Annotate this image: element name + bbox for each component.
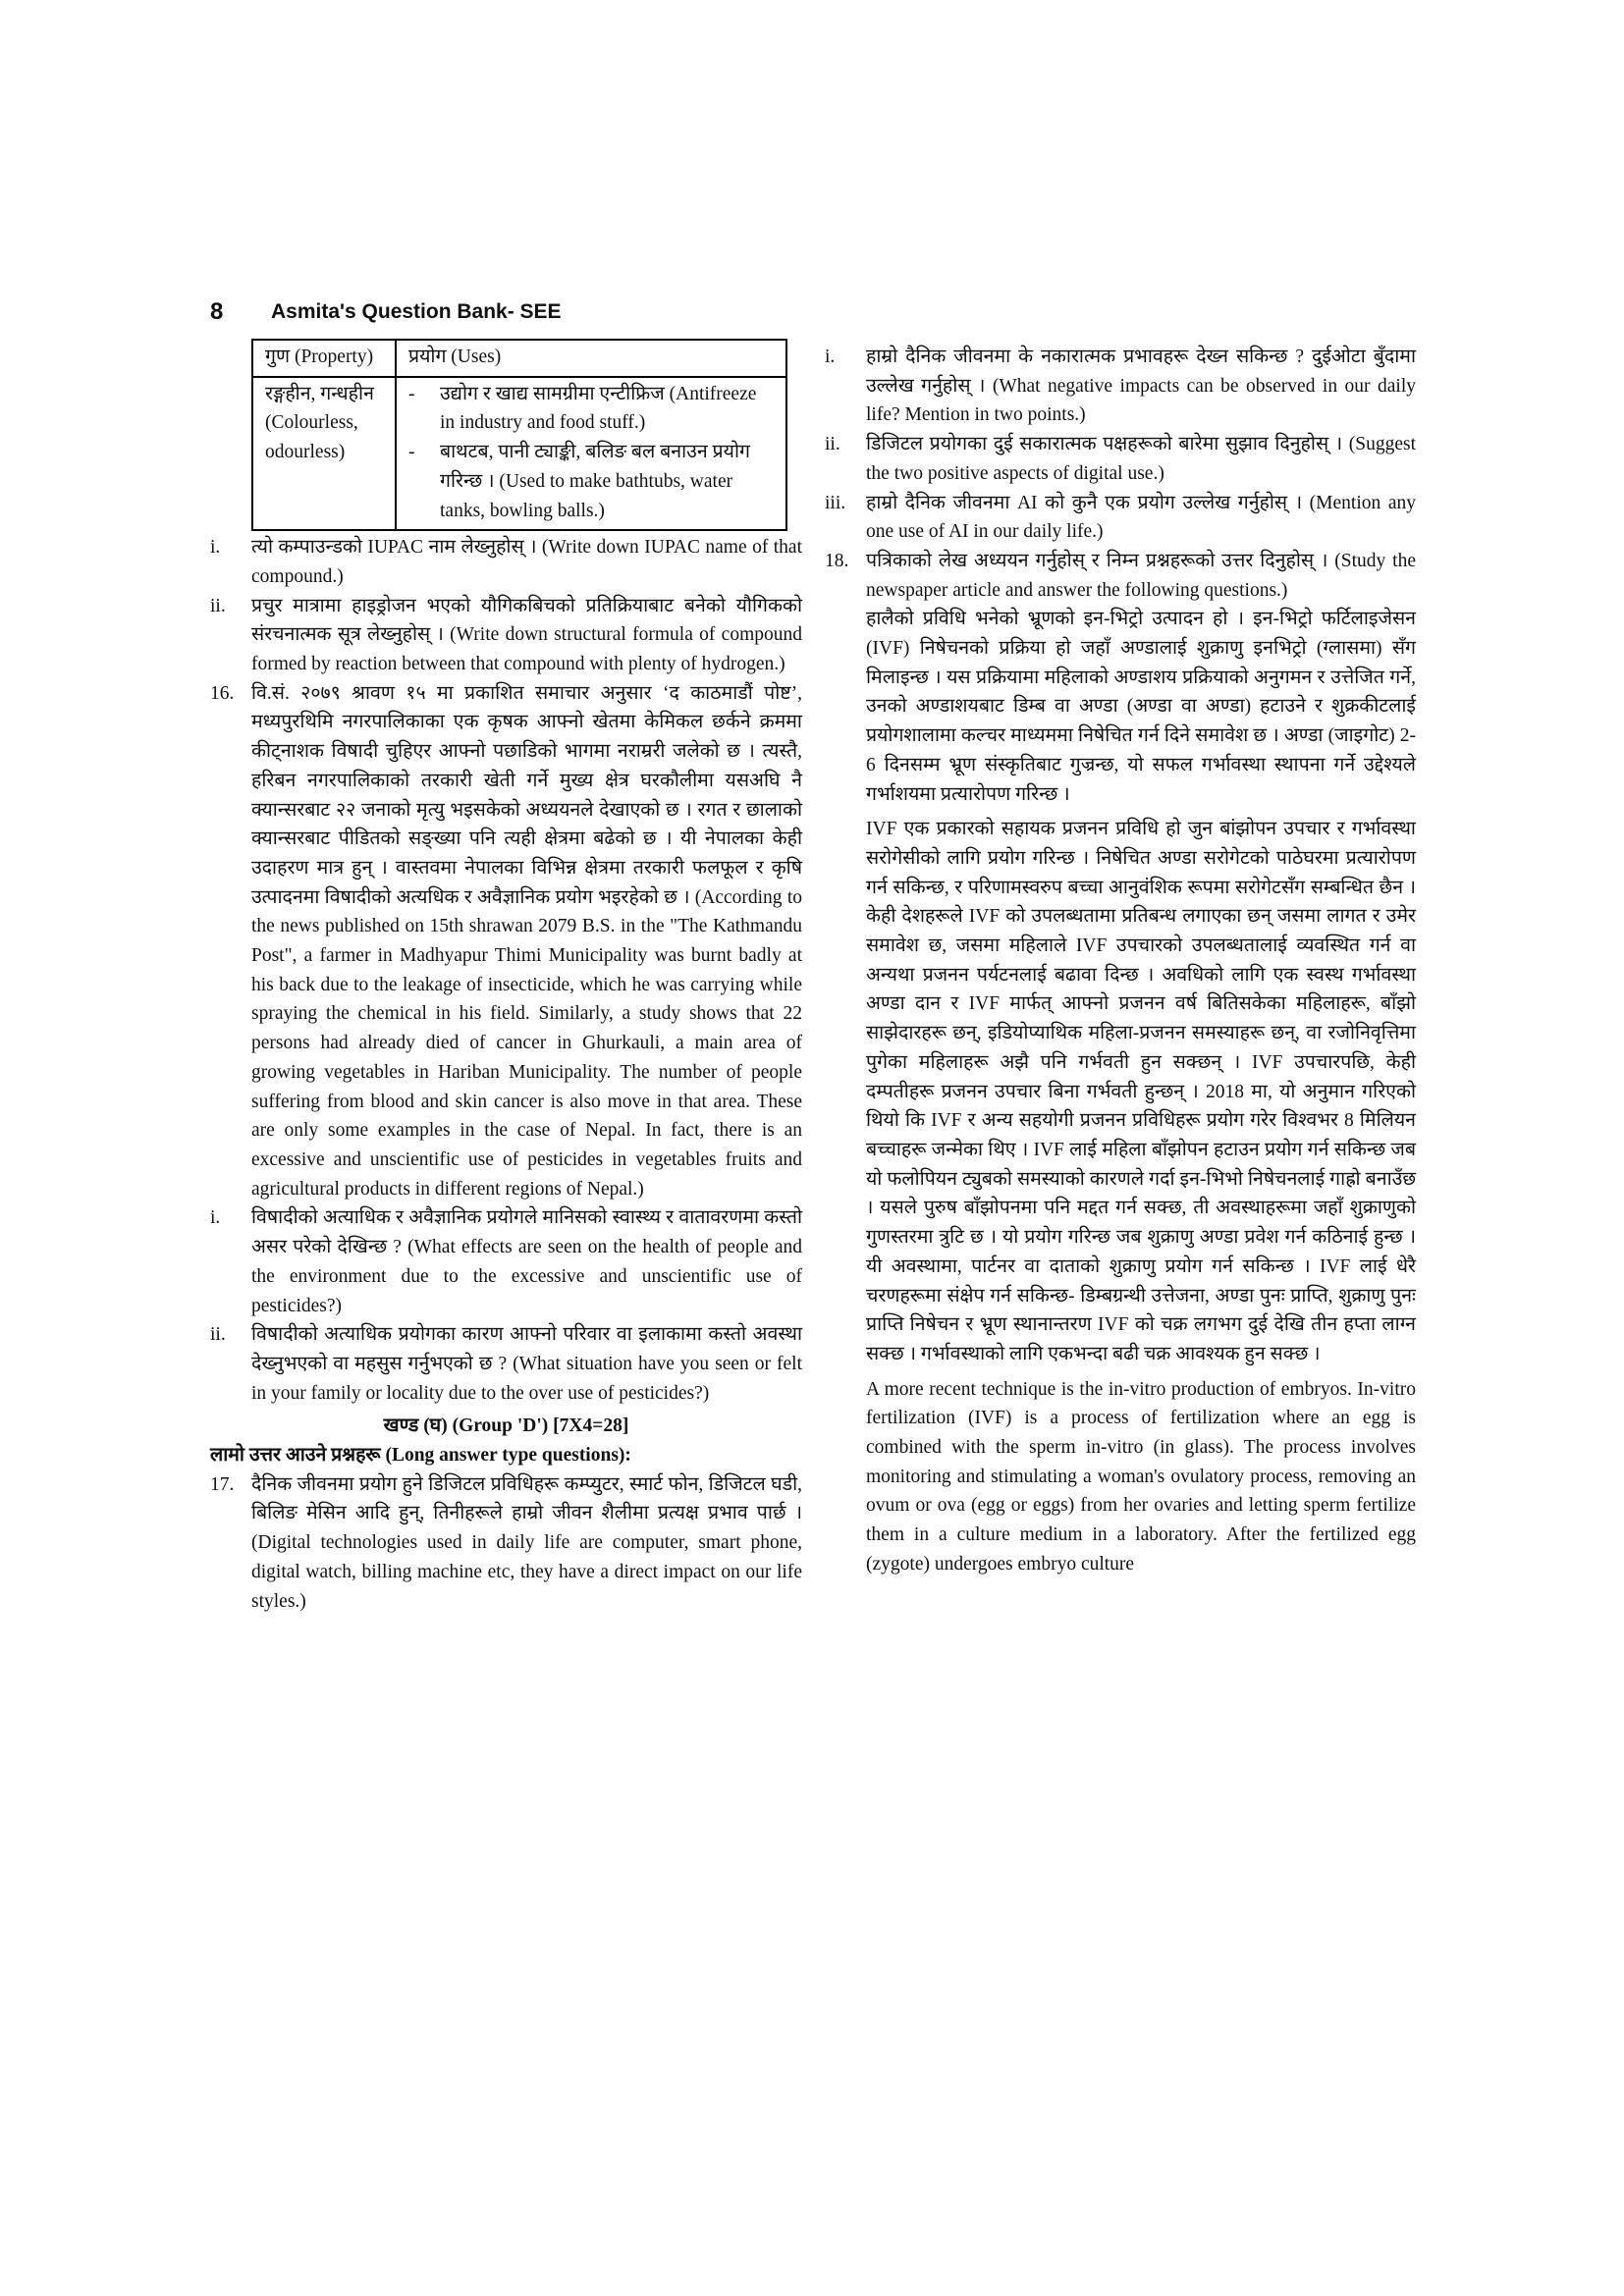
table-header-row <box>252 340 786 377</box>
use-item <box>408 438 774 525</box>
question-number: ii. <box>825 434 840 455</box>
table-row <box>252 377 786 531</box>
table-cell-property: रङ्गहीन, गन्धहीन (Colourless, odourless) <box>252 377 396 531</box>
question-18 <box>825 547 1416 605</box>
long-answer-heading: लामो उत्तर आउने प्रश्नहरू (Long answer type questions): <box>210 1445 631 1467</box>
use-item <box>408 380 774 438</box>
question-text: त्यो कम्पाउन्डको IUPAC नाम लेख्नुहोस् । (Write down IUPAC name of that compound.) <box>251 537 802 587</box>
question-text: हाम्रो दैनिक जीवनमा AI को कुनै एक प्रयोग उल्लेख गर्नुहोस् । (Mention any one use of AI in our daily life.) <box>866 492 1416 543</box>
question-text: विषादीको अत्याधिक प्रयोगका कारण आफ्नो परिवार वा इलाकामा कस्तो अवस्था देख्नुभएको वा महसुस गर्नुभएको छ ? (What situation have you seen or felt in your family or locality due to the over use of pesticides?) <box>251 1324 802 1404</box>
property-uses-table <box>251 339 787 531</box>
book-title: Asmita's Question Bank- SEE <box>271 300 562 323</box>
question-number: ii. <box>210 1324 226 1346</box>
table-header-property: गुण (Property) <box>252 340 396 377</box>
question-text: पत्रिकाको लेख अध्ययन गर्नुहोस् र निम्न प्रश्नहरूको उत्तर दिनुहोस् । (Study the newspaper article and answer the following questions.) <box>866 550 1416 601</box>
use-text: बाथटब, पानी ट्याङ्की, बलिङ बल बनाउन प्रयोग गरिन्छ । (Used to make bathtubs, water tanks, bowling balls.) <box>440 442 750 521</box>
question-text: प्रचुर मात्रामा हाइड्रोजन भएको यौगिकबिचको प्रतिक्रियाबाट बनेको यौगिकको संरचनात्मक सूत्र लेख्नुहोस् । (Write down structural formula of compound formed by reaction between that compound with plenty of hydrogen.) <box>251 595 802 675</box>
question-17-iii <box>825 489 1416 547</box>
question-number: i. <box>210 1207 221 1229</box>
question-text: हाम्रो दैनिक जीवनमा के नकारात्मक प्रभावहरू देख्न सकिन्छ ? दुईओटा बुँदामा उल्लेख गर्नुहोस् । (What negative impacts can be observed in our daily life? Mention in two points.) <box>866 347 1416 426</box>
table-cell-uses <box>396 377 786 531</box>
question-17 <box>210 1470 802 1617</box>
question-15-i <box>210 533 802 591</box>
group-d-heading: खण्ड (घ) (Group 'D') [7X4=28] <box>383 1415 629 1437</box>
question-number: 18. <box>825 550 849 571</box>
question-17-ii <box>825 430 1416 488</box>
article-paragraph: IVF एक प्रकारको सहायक प्रजनन प्रविधि हो जुन बांझोपन उपचार र गर्भावस्था सरोगेसीको लागि प्रयोग गरिन्छ । निषेचित अण्डा सरोगेटको पाठेघरमा प्रत्यारोपण गर्न सकिन्छ, र परिणामस्वरुप बच्चा आनुवंशिक रूपमा सरोगेटसँग सम्बन्धित छैन । केही देशहरूले IVF को उपलब्धतामा प्रतिबन्ध लगाएका छन् जसमा लागत र उमेर समावेश छ, जसमा महिलाले IVF उपचारको उपलब्धतालाई व्यवस्थित गर्न वा अन्यथा प्रजनन पर्यटनलाई बढावा दिन्छ । अवधिको लागि एक स्वस्थ गर्भावस्था अण्डा दान र IVF मार्फत् आफ्नो प्रजनन वर्ष बितिसकेका महिलाहरू, बाँझो साझेदारहरू छन्, इडियोप्याथिक महिला-प्रजनन समस्याहरू छन्, वा रजोनिवृत्तिमा पुगेका महिलाहरू अझै पनि गर्भवती हुन सक्छन् । IVF उपचारपछि, केही दम्पतीहरू प्रजनन उपचार बिना गर्भवती हुन्छन् । 2018 मा, यो अनुमान गरिएको थियो कि IVF र अन्य सहयोगी प्रजनन प्रविधिहरू प्रयोग गरेर विश्वभर 8 मिलियन बच्चाहरू जन्मेका थिए । IVF लाई महिला बाँझोपन हटाउन प्रयोग गर्न सकिन्छ जब यो फलोपियन ट्युबको समस्याको कारणले गर्दा इन-भिभो निषेचनलाई गाह्रो बनाउँछ । यसले पुरुष बाँझोपनमा पनि मद्दत गर्न सक्छ, ती अवस्थाहरूमा जहाँ शुक्राणुको गुणस्तरमा त्रुटि छ । यो प्रयोग गरिन्छ जब शुक्राणु अण्डा प्रवेश गर्न कठिनाई हुन्छ । यी अवस्थामा, पार्टनर वा दाताको शुक्राणु प्रयोग गर्न सकिन्छ । IVF लाई धेरै चरणहरूमा संक्षेप गर्न सकिन्छ- डिम्बग्रन्थी उत्तेजना, अण्डा पुनः प्राप्ति, शुक्राणु पुनः प्राप्ति निषेचन र भ्रूण स्थानान्तरण IVF को चक्र लगभग दुई देखि तीन हप्ता लाग्न सक्छ । गर्भावस्थाको लागि एकभन्दा बढी चक्र आवश्यक हुन सक्छ । <box>866 819 1416 1364</box>
question-17-i <box>825 343 1416 430</box>
question-16-i <box>210 1203 802 1320</box>
table-header-uses: प्रयोग (Uses) <box>396 340 786 377</box>
article-paragraph: हालैको प्रविधि भनेको भ्रूणको इन-भिट्रो उत्पादन हो । इन-भिट्रो फर्टिलाइजेसन (IVF) निषेचनको प्रक्रिया हो जहाँ अण्डालाई शुक्राणु इनभिट्रो (ग्लासमा) सँग मिलाइन्छ । यस प्रक्रियामा महिलाको अण्डाशय प्रक्रियाको अनुगमन र उत्तेजित गर्ने, उनको अण्डाशयबाट डिम्ब वा अण्डा (अण्डा वा अण्डा) हटाउने र शुक्रकीटलाई प्रयोगशालामा कल्चर माध्यममा निषेचित गर्न दिने समावेश छ । अण्डा (जाइगोट) 2-6 दिनसम्म भ्रूण संस्कृतिबाट गुज्रन्छ, यो सफल गर्भावस्था स्थापना गर्ने उद्देश्यले गर्भाशयमा प्रत्यारोपण गरिन्छ । <box>866 609 1416 805</box>
question-number: i. <box>825 347 836 367</box>
question-text: डिजिटल प्रयोगका दुई सकारात्मक पक्षहरूको बारेमा सुझाव दिनुहोस् । (Suggest the two positive aspects of digital use.) <box>866 434 1416 484</box>
question-number: iii. <box>825 492 846 513</box>
page-number: 8 <box>210 298 224 325</box>
question-number: ii. <box>210 595 226 616</box>
page-header <box>210 297 562 327</box>
bullet-dash: - <box>408 442 415 463</box>
question-number: i. <box>210 537 221 559</box>
use-text: उद्योग र खाद्य सामग्रीमा एन्टीफ्रिज (Antifreeze in industry and food stuff.) <box>440 383 757 434</box>
question-16 <box>210 679 802 1204</box>
left-column <box>210 339 802 1616</box>
right-column <box>825 343 1416 1579</box>
article-paragraph: A more recent technique is the in-vitro production of embryos. In-vitro fertilization (IVF) is a process of fertilization where an egg is combined with the sperm in-vitro (in glass). The process involves monitoring and stimulating a woman's ovulatory process, removing an ovum or ova (egg or eggs) from her ovaries and letting sperm fertilize them in a culture medium in a laboratory. After the fertilized egg (zygote) undergoes embryo culture <box>866 1378 1416 1575</box>
question-text: विषादीको अत्याधिक र अवैज्ञानिक प्रयोगले मानिसको स्वास्थ्य र वातावरणमा कस्तो असर परेको देखिन्छ ? (What effects are seen on the health of people and the environment due to the excessive and unscientific use of pesticides?) <box>251 1207 802 1316</box>
bullet-dash: - <box>408 383 415 404</box>
question-number: 16. <box>210 682 235 704</box>
question-number: 17. <box>210 1473 235 1495</box>
question-text: वि.सं. २०७९ श्रावण १५ मा प्रकाशित समाचार अनुसार ‘द काठमाडौं पोष्ट’, मध्यपुरथिमि नगरपालिकाका एक कृषक आफ्नो खेतमा केमिकल छर्कने क्रममा कीट्नाशक विषादी चुहिएर आफ्नो पछाडिको भागमा नराम्ररी जलेको छ । त्यस्तै, हरिबन नगरपालिकाको तरकारी खेती गर्ने मुख्य क्षेत्र घरकौलीमा यसअघि नै क्यान्सरबाट २२ जनाको मृत्यु भइसकेको अध्ययनले देखाएको छ । रगत र छालाको क्यान्सरबाट पीडितको सङ्ख्या पनि त्यही क्षेत्रमा बढेको छ । यी नेपालका केही उदाहरण मात्र हुन् । वास्तवमा नेपालका विभिन्न क्षेत्रमा तरकारी फलफूल र कृषि उत्पादनमा विषादीको अत्यधिक र अवैज्ञानिक प्रयोग भइरहेको छ । (According to the news published on 15th shrawan 2079 B.S. in the "The Kathmandu Post", a farmer in Madhyapur Thimi Municipality was burnt badly at his back due to the leakage of insecticide, which he was carrying while spraying the chemical in his field. Similarly, a study shows that 22 persons had already died of cancer in Ghurkauli, a main area of growing vegetables in Hariban Municipality. The number of people suffering from blood and skin cancer is also move in that area. These are only some examples in the case of Nepal. In fact, there is an excessive and unscientific use of pesticides in vegetables fruits and agricultural products in different regions of Nepal.) <box>251 682 802 1200</box>
question-16-ii <box>210 1320 802 1408</box>
question-text: दैनिक जीवनमा प्रयोग हुने डिजिटल प्रविधिहरू कम्प्युटर, स्मार्ट फोन, डिजिटल घडी, बिलिङ मेसिन आदि हुन्, तिनीहरूले हाम्रो जीवन शैलीमा प्रत्यक्ष प्रभाव पार्छ । (Digital technologies used in daily life are computer, smart phone, digital watch, billing machine etc, they have a direct impact on our life styles.) <box>251 1473 802 1612</box>
question-15-ii <box>210 592 802 679</box>
